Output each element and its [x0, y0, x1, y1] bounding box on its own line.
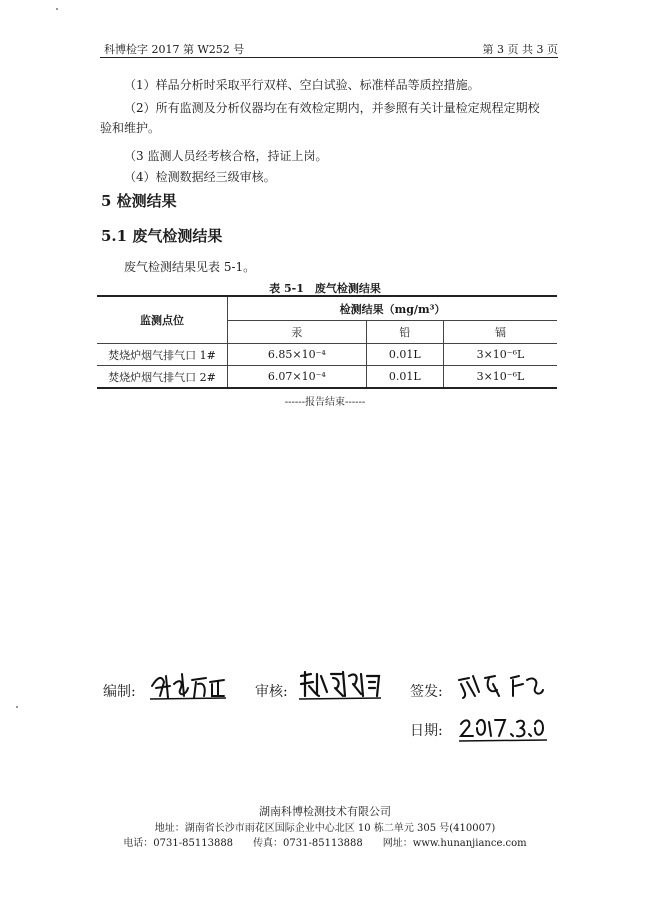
compiler-label: 编制:: [103, 684, 136, 700]
col-header-result: 检测结果（mg/m³）: [228, 296, 558, 321]
col-header-lead: 铅: [366, 321, 443, 344]
section-heading: 5 检测结果: [101, 192, 177, 210]
table-intro: 废气检测结果见表 5-1。: [124, 260, 256, 274]
company-name: 湖南科博检测技术有限公司: [259, 805, 391, 818]
date-label: 日期:: [410, 723, 443, 739]
scan-speck: [56, 8, 58, 10]
col-header-mercury: 汞: [228, 321, 367, 344]
date-handwritten: [457, 712, 549, 744]
qc-item-4: （4）检测数据经三级审核。: [124, 170, 276, 184]
cell-point: 焚烧炉烟气排气口 1#: [97, 344, 228, 366]
company-contact: 电话：0731-85113888 传真：0731-85113888 网址：www.hunanjiance.com: [123, 838, 527, 849]
cell-mercury: 6.07×10⁻⁴: [228, 366, 367, 389]
cell-point: 焚烧炉烟气排气口 2#: [97, 366, 228, 389]
scan-speck: [16, 706, 18, 708]
col-header-cadmium: 镉: [443, 321, 557, 344]
cell-cadmium: 3×10⁻⁶L: [443, 366, 557, 389]
table-row: [97, 366, 557, 389]
page-number: 第 3 页 共 3 页: [482, 43, 558, 56]
reviewer-signature: [297, 666, 383, 702]
qc-item-2: （2）所有监测及分析仪器均在有效检定期内，并参照有关计量检定规程定期校验和维护。: [100, 101, 540, 135]
col-header-point: 监测点位: [97, 296, 228, 344]
results-table: [97, 295, 557, 389]
header-divider: [100, 57, 558, 58]
document-number: 科博检字 2017 第 W252 号: [104, 43, 245, 56]
reviewer-label: 审核:: [255, 684, 288, 700]
cell-cadmium: 3×10⁻⁶L: [443, 344, 557, 366]
table-row: [97, 344, 557, 366]
subsection-heading: 5.1 废气检测结果: [101, 227, 223, 245]
cell-mercury: 6.85×10⁻⁴: [228, 344, 367, 366]
qc-item-1: （1）样品分析时采取平行双样、空白试验、标准样品等质控措施。: [124, 78, 480, 92]
qc-item-3: （3 监测人员经考核合格，持证上岗。: [124, 149, 328, 163]
table-caption: 表 5-1 废气检测结果: [269, 282, 381, 295]
approver-signature: [455, 668, 547, 702]
approver-label: 签发:: [410, 684, 443, 700]
compiler-signature: [148, 668, 228, 702]
cell-lead: 0.01L: [366, 344, 443, 366]
company-address: 地址：湖南省长沙市雨花区国际企业中心北区 10 栋二单元 305 号(410007): [154, 823, 496, 834]
report-end-marker: ------报告结束------: [284, 397, 366, 408]
cell-lead: 0.01L: [366, 366, 443, 389]
